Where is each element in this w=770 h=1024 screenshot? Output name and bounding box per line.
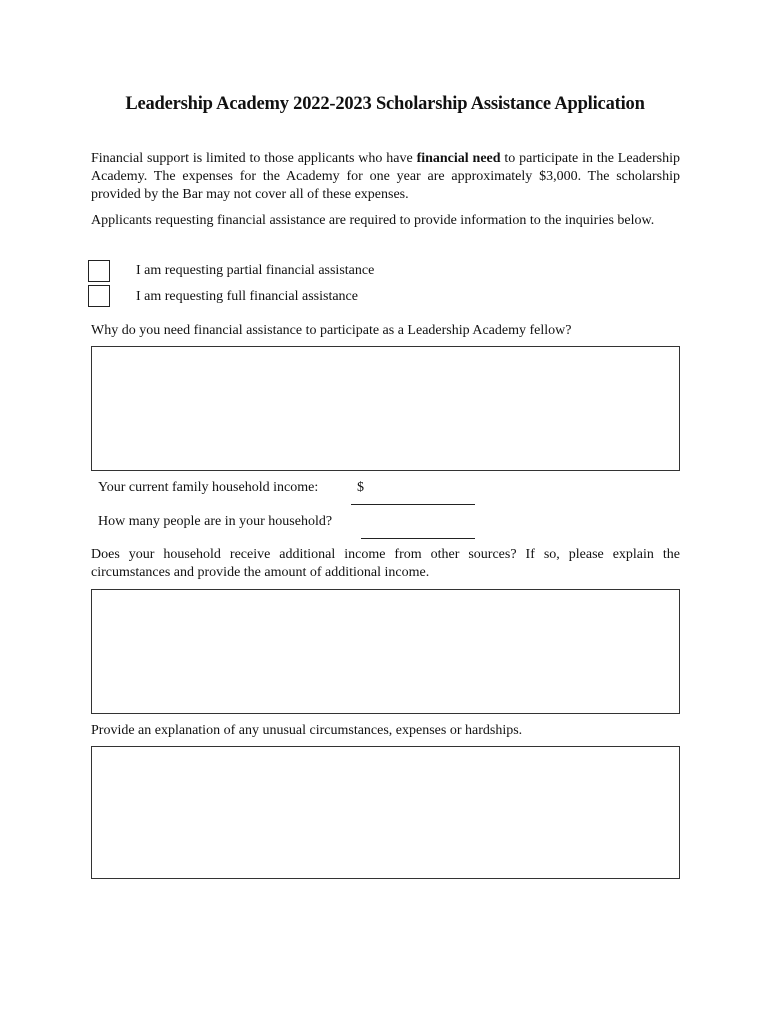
household-size-label: How many people are in your household? bbox=[98, 514, 333, 529]
intro-paragraph bbox=[91, 150, 680, 204]
income-field[interactable] bbox=[351, 486, 475, 505]
unusual-circumstances-answer-field[interactable] bbox=[91, 746, 680, 879]
partial-assistance-label: I am requesting partial financial assistance bbox=[136, 263, 375, 278]
household-size-field[interactable] bbox=[361, 520, 475, 539]
partial-assistance-checkbox[interactable] bbox=[88, 260, 110, 282]
need-question: Why do you need financial assistance to participate as a Leadership Academy fellow? bbox=[91, 323, 572, 338]
income-label: Your current family household income: bbox=[98, 480, 319, 495]
form-title: Leadership Academy 2022-2023 Scholarship Assistance Application bbox=[125, 94, 645, 114]
additional-income-answer-field[interactable] bbox=[91, 589, 680, 714]
intro-text-end: to participate in the Leadership Academy. The expenses for the Academy for one year are approximately $3,000. The scholarship provided by the Bar may not cover all of these expenses. bbox=[91, 151, 680, 202]
intro-bold-text: financial need bbox=[416, 151, 501, 166]
full-assistance-label: I am requesting full financial assistance bbox=[136, 289, 358, 304]
unusual-circumstances-question: Provide an explanation of any unusual circumstances, expenses or hardships. bbox=[91, 723, 523, 738]
instructions-paragraph: Applicants requesting financial assistance are required to provide information to the inquiries below. bbox=[91, 213, 655, 228]
full-assistance-checkbox[interactable] bbox=[88, 285, 110, 307]
currency-symbol: $ bbox=[357, 480, 364, 495]
intro-text-start: Financial support is limited to those applicants who have bbox=[91, 151, 417, 166]
need-answer-field[interactable] bbox=[91, 346, 680, 471]
additional-income-question: Does your household receive additional income from other sources? If so, please explain the circumstances and provide the amount of additional income. bbox=[91, 547, 680, 580]
